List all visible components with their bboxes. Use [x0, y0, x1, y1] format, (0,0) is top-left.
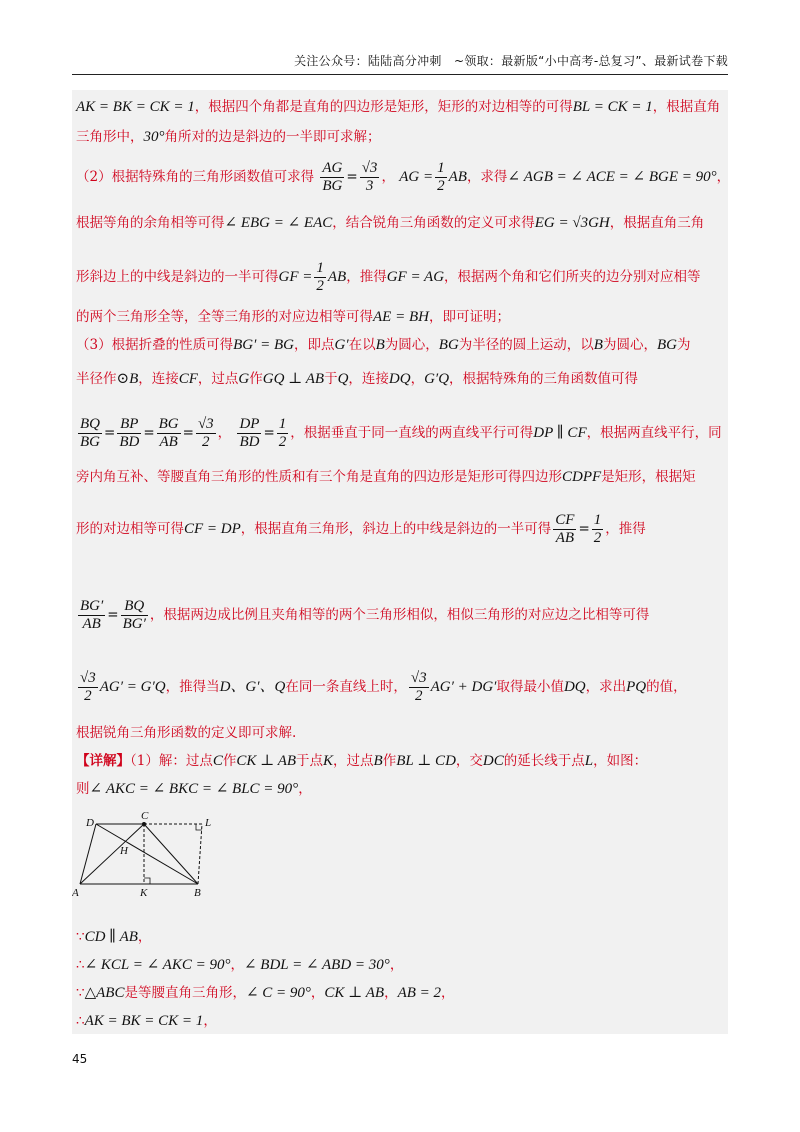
label-H: H: [120, 845, 128, 857]
text-line-17: ∵CD ∥ AB，: [76, 929, 152, 945]
text-line-12: $\frac{BG'}{AB}$ = $\frac{BQ}{BG'}$ ，根据两边成比例且夹角相等的两个三角形相似，相似三角形的对应边之比相等可得: [80, 598, 650, 632]
fraction: $\frac{BQ}{BG}$: [80, 416, 100, 450]
page-header: 关注公众号：陆陆高分冲刺 ~领取：最新版“小中高考-总复习”、最新试卷下载: [72, 52, 728, 75]
text-line-19: ∵△ABC是等腰直角三角形，∠ C = 90°，CK ⊥ AB，AB = 2，: [76, 985, 455, 1001]
label-A: A: [72, 887, 79, 899]
label-D: D: [86, 817, 94, 829]
text-line-14: 根据锐角三角形函数的定义即可求解.: [76, 725, 297, 741]
fraction: $\frac{1}{2}$: [437, 160, 445, 194]
right-angle-K: [144, 878, 150, 884]
geometry-figure: [72, 808, 232, 904]
fraction: $\frac{BP}{BD}$: [119, 416, 140, 450]
label-K: K: [140, 887, 148, 899]
fraction: $\frac{BQ}{BG'}$: [122, 598, 146, 632]
fraction: $\frac{√3}{2}$: [197, 416, 214, 450]
segment-BC: [144, 824, 198, 884]
fraction: $\frac{BG'}{AB}$: [80, 598, 104, 632]
fraction: $\frac{1}{2}$: [316, 260, 324, 294]
text-line-18: ∴∠ KCL = ∠ AKC = 90°，∠ BDL = ∠ ABD = 30°，: [76, 957, 404, 973]
text-line-8: 半径作⊙B，连接CF，过点G作GQ ⊥ AB于Q，连接DQ，G′Q，根据特殊角的三角函数值可得: [76, 371, 639, 387]
fraction: $\frac{1}{2}$: [593, 512, 602, 546]
fraction: $\frac{√3}{2}$: [80, 670, 96, 704]
text-line-4: 根据等角的余角相等可得∠ EBG = ∠ EAC，结合锐角三角函数的定义可求得EG = √3GH，根据直角三角: [76, 215, 705, 231]
fraction: $\frac{AG}{BG}$: [322, 160, 343, 194]
segment-AD: [80, 824, 96, 884]
text-line-16: 则∠ AKC = ∠ BKC = ∠ BLC = 90°，: [76, 781, 312, 797]
text-line-1: AK = BK = CK = 1，根据四个角都是直角的四边形是矩形，矩形的对边相等的可得BL = CK = 1，根据直角: [76, 99, 721, 115]
point-C: [142, 822, 146, 826]
detail-tag: 【详解】: [76, 753, 130, 769]
fraction: $\frac{BG}{AB}$: [158, 416, 179, 450]
text-line-5: 形斜边上的中线是斜边的一半可得GF = $\frac{1}{2}$ AB，推得GF = AG，根据两个角和它们所夹的边分别对应相等: [76, 260, 701, 294]
right-angle-L: [196, 824, 202, 830]
text-line-10: 旁内角互补、等腰直角三角形的性质和有三个角是直角的四边形是矩形可得四边形CDPF是矩形，根据矩: [76, 469, 696, 485]
fraction: $\frac{√3}{3}$: [361, 160, 378, 194]
page-number: 45: [72, 1052, 88, 1066]
label-C: C: [141, 810, 149, 822]
text-line-15: 【详解】（1）解：过点C作CK ⊥ AB于点K，过点B作BL ⊥ CD，交DC的延长线于点L，如图：: [76, 753, 648, 769]
solution-content: [72, 90, 731, 1034]
fraction: $\frac{1}{2}$: [278, 416, 287, 450]
fraction: $\frac{√3}{2}$: [410, 670, 427, 704]
text-line-13: $\frac{√3}{2}$ AG′ = G′Q，推得当D、G′、Q在同一条直线上时， $\frac{√3}{2}$ AG′ + DG′取得最小值DQ，求出PQ的值，: [80, 670, 687, 704]
text-line-2: 三角形中，30°角所对的边是斜边的一半即可求解；: [76, 129, 381, 145]
text-line-7: （3）根据折叠的性质可得BG′ = BG，即点G′在以B为圆心，BG为半径的圆上运动，以B为圆心，BG为: [76, 337, 691, 353]
text-line-6: 的两个三角形全等，全等三角形的对应边相等可得AE = BH，即可证明；: [76, 309, 510, 325]
segment-BL-dashed: [198, 824, 202, 884]
label-B: B: [194, 887, 201, 899]
fraction: $\frac{DP}{BD}$: [239, 416, 260, 450]
text-line-9: $\frac{BQ}{BG}$ = $\frac{BP}{BD}$ = $\frac{BG}{AB}$ = $\frac{√3}{2}$ ， $\frac{DP}{BD}$ = $\frac{1}{2}$ ，根据垂直于同一直线的两直线平行可得DP ∥ CF，根据两直线平行，同: [80, 416, 722, 450]
label-L: L: [205, 817, 212, 829]
text-line-11: 形的对边相等可得CF = DP，根据直角三角形，斜边上的中线是斜边的一半可得 $\frac{CF}{AB}$ = $\frac{1}{2}$ ，推得: [76, 512, 646, 546]
text-line-3: （2）根据特殊角的三角形函数值可求得 $\frac{AG}{BG}$ = $\frac{√3}{3}$ ， AG = $\frac{1}{2}$ AB，求得∠ AGB = ∠ ACE = ∠ BGE = 90°，: [76, 160, 731, 194]
fraction: $\frac{CF}{AB}$: [555, 512, 575, 546]
text-line-20: ∴AK = BK = CK = 1，: [76, 1013, 217, 1029]
